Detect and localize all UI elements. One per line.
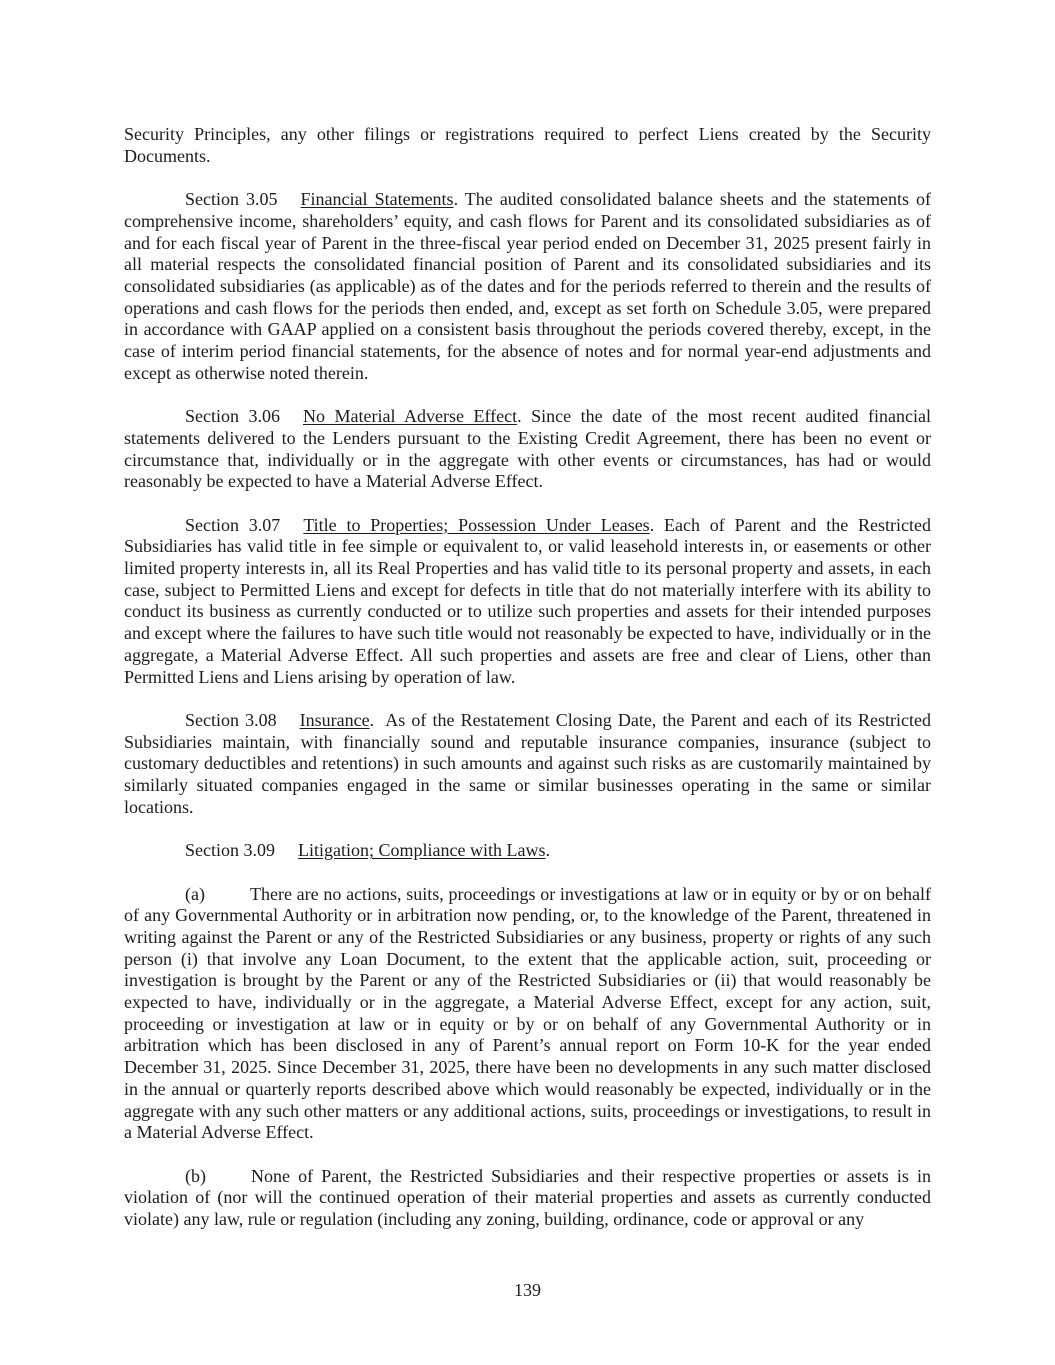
text-run: Section 3.06 (185, 406, 280, 427)
text-run: (a) (185, 883, 205, 904)
document-body (124, 124, 931, 1252)
clause-a (124, 884, 931, 1144)
section-title: No Material Adverse Effect (303, 406, 518, 427)
text-run: Section 3.05 (185, 189, 278, 210)
text-run: . As of the Restatement Closing Date, the Parent and each of its Restricted Subsidiaries maintain, with financially sound and reputable insurance companies, insurance (subject to customary deductibles and retentions) in such amounts and against such risks as are customarily maintained by similarly situated companies engaged in the same or similar businesses operating in the same or similar locations. (124, 709, 931, 817)
text-run: (b) (185, 1165, 206, 1186)
text-run: . Each of Parent and the Restricted Subsidiaries has valid title in fee simple or equivalent to, or valid leasehold interests in, or easements or other limited property interests in, all its Real Properties and has valid title to its personal property and assets, in each case, subject to Permitted Liens and except for defects in title that do not materially interfere with its ability to conduct its business as currently conducted or to utilize such properties and assets for their intended purposes and except where the failures to have such title would not reasonably be expected to have, individually or in the aggregate, a Material Adverse Effect. All such properties and assets are free and clear of Liens, other than Permitted Liens and Liens arising by operation of law. (124, 514, 931, 687)
section-3-05-financial-statements (124, 189, 931, 384)
section-title: Financial Statements (300, 189, 454, 210)
clause-b (124, 1166, 931, 1231)
text-run: There are no actions, suits, proceedings or investigations at law or in equity or by or on behalf of any Governmental Authority or in arbitration now pending, or, to the knowledge of the Parent, threatened in writing against the Parent or any of the Restricted Subsidiaries or any business, property or rights of any such person (i) that involve any Loan Document, to the extent that the applicable action, suit, proceeding or investigation is brought by the Parent or any of the Restricted Subsidiaries or (ii) that would reasonably be expected to have, individually or in the aggregate, a Material Adverse Effect, except for any action, suit, proceeding or investigation at law or in equity or by or on behalf of any Governmental Authority or in arbitration which has been disclosed in any of Parent’s annual report on Form 10-K for the year ended December 31, 2025. Since December 31, 2025, there have been no developments in any such matter disclosed in the annual or quarterly reports described above which would reasonably be expected, individually or in the aggregate with any such other matters or any additional actions, suits, proceedings or investigations, to result in a Material Adverse Effect. (124, 883, 931, 1143)
text-run: None of Parent, the Restricted Subsidiaries and their respective properties or assets is in violation of (nor will the continued operation of their material properties and assets as currently conducted violate) any law, rule or regulation (including any zoning, building, ordinance, code or approval or any (124, 1165, 931, 1230)
section-title: Litigation; Compliance with Laws (298, 840, 546, 861)
text-run: . Since the date of the most recent audited financial statements delivered to the Lenders pursuant to the Existing Credit Agreement, there has been no event or circumstance that, individually or in the aggregate with other events or circumstances, has had or would reasonably be expected to have a Material Adverse Effect. (124, 406, 932, 492)
text-run: . (545, 840, 550, 861)
section-title: Title to Properties; Possession Under Leases (303, 514, 650, 535)
page-number: 139 (514, 1280, 541, 1300)
section-3-07-title-to-properties (124, 515, 931, 689)
section-3-09-litigation-compliance (124, 840, 931, 862)
text-run: . The audited consolidated balance sheets and the statements of comprehensive income, shareholders’ equity, and cash flows for Parent and its consolidated subsidiaries as of and for each fiscal year of Parent in the three-fiscal year period ended on December 31, 2025 present fairly in all material respects the consolidated financial position of Parent and its consolidated subsidiaries and its consolidated subsidiaries (as applicable) as of the dates and for the periods referred to therein and the results of operations and cash flows for the periods then ended, and, except as set forth on Schedule 3.05, were prepared in accordance with GAAP applied on a consistent basis throughout the periods covered thereby, except, in the case of interim period financial statements, for the absence of notes and for normal year-end adjustments and except as otherwise noted therein. (124, 189, 931, 383)
text-run: Section 3.07 (185, 514, 281, 535)
text-run: Security Principles, any other filings or registrations required to perfect Liens created by the Security Documents. (124, 124, 931, 166)
section-title: Insurance (299, 709, 370, 730)
section-3-06-no-material-adverse-effect (124, 406, 931, 493)
text-run: Section 3.09 (185, 840, 275, 861)
continuation-paragraph (124, 124, 931, 167)
text-run: Section 3.08 (185, 709, 277, 730)
section-3-08-insurance (124, 710, 931, 819)
